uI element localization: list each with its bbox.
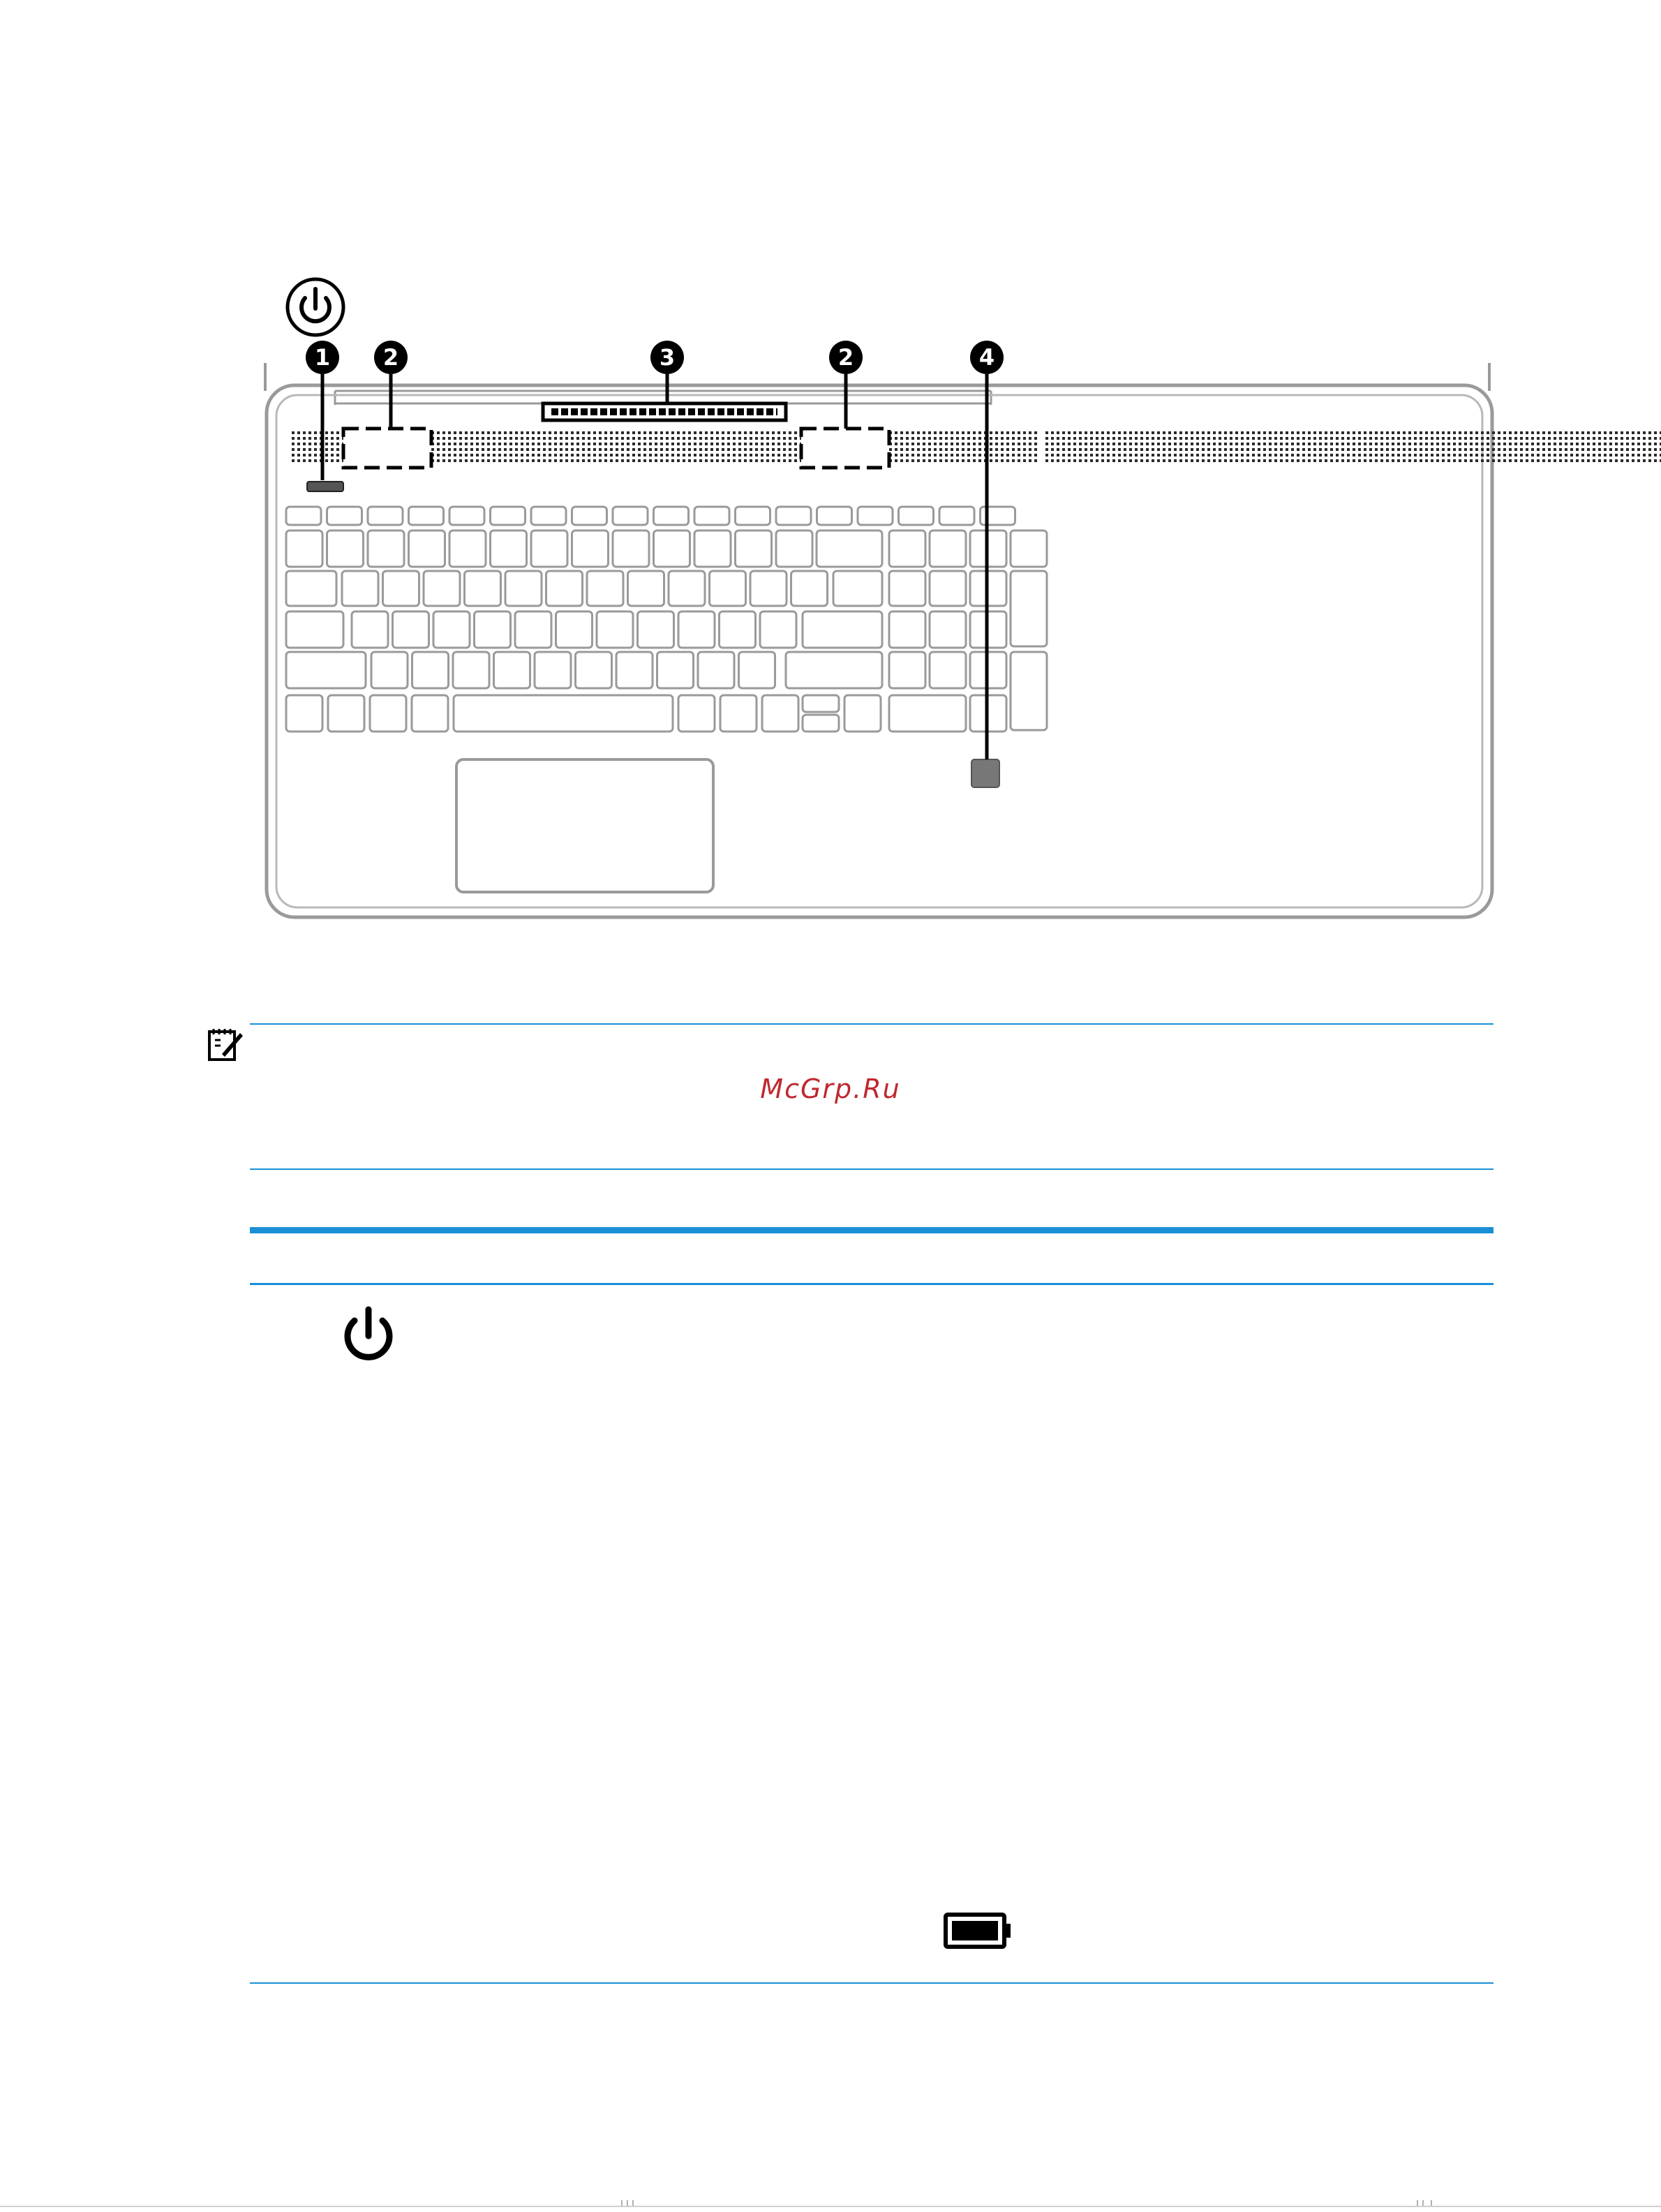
- power-icon: [288, 279, 343, 335]
- fingerprint-reader: [971, 759, 999, 787]
- keyboard-key: [368, 507, 403, 525]
- keyboard-key: [803, 695, 839, 712]
- note-bottom-rule: [250, 1168, 1494, 1170]
- keyboard-key: [930, 611, 966, 648]
- keyboard-key: [889, 571, 925, 606]
- keyboard-key: [803, 611, 882, 648]
- keyboard-key: [899, 507, 934, 525]
- keyboard-key: [383, 571, 419, 606]
- keyboard-key: [587, 571, 623, 606]
- table-row-rule: [250, 1283, 1494, 1285]
- keyboard-key: [678, 611, 715, 648]
- keyboard-key: [328, 695, 364, 732]
- keyboard-key: [710, 571, 746, 606]
- callout-number: 4: [978, 344, 995, 371]
- keyboard-key: [454, 695, 673, 732]
- keyboard-key: [1011, 530, 1047, 567]
- keyboard-key: [449, 530, 486, 567]
- keyboard-key: [491, 507, 526, 525]
- laptop-top-view-figure: [0, 0, 1661, 963]
- footer-mark: [1422, 2200, 1424, 2206]
- keyboard-key: [409, 530, 445, 567]
- keyboard-key: [286, 530, 322, 567]
- important-note-icon: [207, 1026, 244, 1062]
- keyboard-key: [597, 611, 633, 648]
- keyboard-key: [791, 571, 828, 606]
- keyboard-key: [505, 571, 542, 606]
- callout-number: 1: [314, 344, 331, 371]
- keyboard-key: [669, 571, 705, 606]
- keyboard-key: [858, 507, 893, 525]
- watermark: McGrp.Ru: [760, 1074, 901, 1104]
- keyboard-key: [720, 611, 756, 648]
- callout-speaker-left: [374, 341, 408, 374]
- keyboard-key: [694, 530, 731, 567]
- keyboard-key: [889, 611, 925, 648]
- keyboard-key: [930, 652, 966, 688]
- keyboard-key: [556, 611, 593, 648]
- keyboard-key: [393, 611, 429, 648]
- keyboard-key: [370, 695, 406, 732]
- keyboard-key: [736, 530, 772, 567]
- callout-number: 2: [382, 344, 399, 371]
- keyboard-key: [286, 611, 343, 648]
- keyboard-key: [776, 507, 811, 525]
- keyboard-key: [939, 507, 974, 525]
- footer-mark: [621, 2200, 623, 2206]
- keyboard-key: [628, 571, 664, 606]
- power-button: [307, 482, 343, 491]
- keyboard-key: [889, 652, 925, 688]
- keyboard-key: [1011, 652, 1047, 730]
- keyboard-key: [546, 571, 583, 606]
- keyboard-key: [844, 695, 881, 732]
- keyboard-key: [657, 652, 694, 688]
- keyboard-key: [433, 611, 470, 648]
- keyboard-key: [889, 530, 925, 567]
- keyboard-key: [613, 530, 649, 567]
- keyboard-key: [327, 507, 362, 525]
- keyboard-key: [803, 715, 839, 732]
- keyboard-key: [694, 507, 729, 525]
- footer-mark: [1431, 2200, 1432, 2206]
- keyboard-key: [465, 571, 501, 606]
- keyboard-key: [286, 695, 322, 732]
- keyboard-key: [409, 507, 444, 525]
- keyboard-key: [286, 652, 366, 688]
- vent: [543, 403, 786, 420]
- keyboard-key: [613, 507, 648, 525]
- keyboard-key: [286, 507, 321, 525]
- footer-mark: [627, 2200, 628, 2206]
- keyboard-key: [424, 571, 460, 606]
- keyboard-key: [720, 695, 757, 732]
- keyboard-key: [572, 530, 609, 567]
- keyboard-key: [750, 571, 787, 606]
- keyboard-key: [654, 507, 689, 525]
- callout-power-button: [306, 341, 339, 374]
- keyboard-key: [654, 530, 690, 567]
- callout-number: 3: [659, 344, 676, 371]
- callout-number: 2: [837, 344, 854, 371]
- callout-vent: [650, 341, 684, 374]
- note-top-rule: [250, 1023, 1494, 1025]
- keyboard-key: [833, 571, 882, 606]
- keyboard-key: [352, 611, 388, 648]
- keyboard-key: [453, 652, 489, 688]
- keyboard-key: [736, 507, 770, 525]
- keyboard-key: [475, 611, 511, 648]
- keyboard-key: [678, 695, 715, 732]
- keyboard-key: [698, 652, 734, 688]
- keyboard-key: [638, 611, 674, 648]
- keyboard-key: [531, 530, 567, 567]
- table-header-rule: [250, 1227, 1494, 1233]
- keyboard-key: [817, 507, 852, 525]
- page-footer-line: [0, 2206, 1661, 2207]
- keyboard-key: [491, 530, 527, 567]
- keyboard-key: [760, 611, 796, 648]
- table-bottom-rule: [250, 1982, 1494, 1984]
- keyboard-key: [327, 530, 364, 567]
- keyboard-key: [572, 507, 607, 525]
- keyboard-key: [739, 652, 775, 688]
- keyboard-key: [535, 652, 571, 688]
- keyboard-key: [817, 530, 882, 567]
- keyboard-key: [449, 507, 484, 525]
- power-icon: [334, 1300, 403, 1369]
- keyboard-key: [286, 571, 336, 606]
- battery-icon: [944, 1913, 1013, 1949]
- keyboard-key: [930, 571, 966, 606]
- keyboard-key: [762, 695, 798, 732]
- keyboard-key: [786, 652, 882, 688]
- keyboard-key: [531, 507, 566, 525]
- keyboard-key: [412, 652, 449, 688]
- keyboard-key: [342, 571, 378, 606]
- callout-fingerprint-reader: [970, 341, 1004, 374]
- keyboard-key: [616, 652, 653, 688]
- keyboard-key: [776, 530, 812, 567]
- keyboard: [286, 507, 1047, 732]
- callout-speaker-right: [829, 341, 863, 374]
- keyboard-key: [515, 611, 551, 648]
- keyboard-key: [1011, 571, 1047, 646]
- footer-mark: [1417, 2200, 1418, 2206]
- touchpad: [456, 759, 713, 892]
- keyboard-key: [889, 695, 966, 732]
- footer-mark: [632, 2200, 634, 2206]
- keyboard-key: [930, 530, 966, 567]
- keyboard-key: [368, 530, 404, 567]
- keyboard-key: [371, 652, 408, 688]
- keyboard-key: [412, 695, 448, 732]
- keyboard-key: [494, 652, 530, 688]
- keyboard-key: [576, 652, 612, 688]
